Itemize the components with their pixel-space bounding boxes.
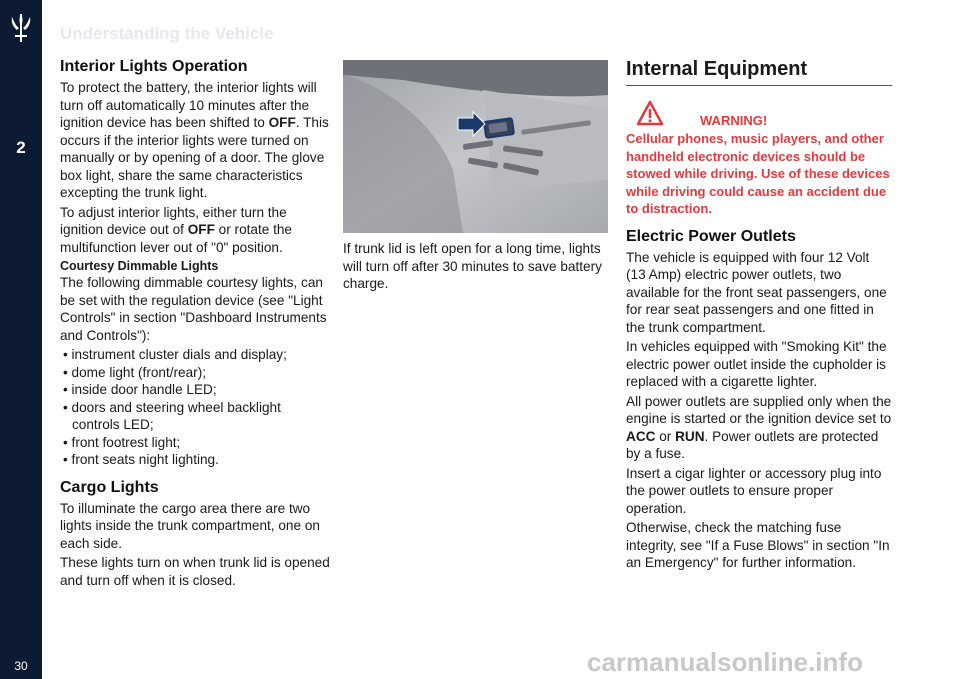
power-outlets-paragraph-4: Insert a cigar lighter or accessory plug into the power outlets to ensure proper operation.: [626, 465, 882, 516]
interior-lights-paragraph-2: [60, 204, 330, 257]
section-title: Understanding the Vehicle: [60, 24, 274, 43]
warning-triangle-icon: [636, 100, 664, 126]
list-item: • dome light (front/rear);: [63, 364, 207, 380]
list-item: • inside door handle LED;: [63, 382, 217, 397]
text-run: or rotate the multifunction lever out of "0" position.: [60, 222, 292, 255]
trunk-light-photo: [343, 60, 608, 233]
text-run: To adjust interior lights, either turn the ignition device out of: [60, 204, 287, 237]
power-outlets-paragraph-5: Otherwise, check the matching fuse integrity, see "If a Fuse Blows" in section "In an Emergency" for further information.: [626, 520, 890, 570]
list-item: • instrument cluster dials and display;: [63, 347, 287, 362]
text-run: All power outlets are supplied only when the engine is started or the ignition device set to: [626, 393, 892, 426]
photo-caption: If trunk lid is left open for a long time, lights will turn off after 30 minutes to save battery charge.: [343, 241, 602, 291]
page-number: 30: [14, 659, 28, 673]
power-outlets-paragraph-1: The vehicle is equipped with four 12 Volt (13 Amp) electric power outlets, two available for the front seat passengers, one for rear seat passengers and one fitted in the trunk compartment.: [626, 249, 887, 335]
power-outlets-paragraph-2: In vehicles equipped with "Smoking Kit" the electric power outlet inside the cupholder is replaced with a cigarette lighter.: [626, 339, 887, 389]
courtesy-lights-list: [60, 346, 330, 469]
cargo-lights-paragraph-2: These lights turn on when trunk lid is opened and turn off when it is closed.: [60, 555, 330, 588]
text-run: To protect the battery, the interior lights will turn off automatically 10 minutes after the ignition device has been shifted to: [60, 80, 317, 130]
off-keyword: OFF: [187, 222, 215, 237]
off-keyword: OFF: [268, 115, 296, 130]
trident-logo-icon: [7, 12, 35, 44]
text-run: or: [655, 428, 676, 444]
power-outlets-heading: Electric Power Outlets: [626, 227, 796, 245]
power-outlets-paragraph-3: [626, 393, 892, 463]
chapter-number: 2: [16, 138, 26, 157]
watermark: carmanualsonline.info: [587, 647, 863, 677]
warning-header: [626, 100, 892, 130]
list-item: • front footrest light;: [63, 434, 181, 450]
internal-equipment-heading: Internal Equipment: [626, 56, 892, 86]
sidebar: [0, 0, 42, 679]
acc-keyword: ACC: [626, 428, 656, 444]
warning-text: Cellular phones, music players, and other handheld electronic devices should be stowed while driving. Use of these devices while driving could cause an accident due to distraction.: [626, 131, 890, 216]
column-photo-caption: [343, 240, 608, 295]
courtesy-lights-subheading: Courtesy Dimmable Lights: [60, 259, 219, 273]
list-item: • doors and steering wheel backlight controls LED;: [63, 399, 281, 432]
warning-label: WARNING!: [700, 113, 768, 128]
warning-block: [626, 100, 892, 218]
courtesy-lights-paragraph: The following dimmable courtesy lights, can be set with the regulation device (see "Light Controls" in section "Dashboard Instruments and Controls"):: [60, 275, 327, 343]
interior-lights-heading: Interior Lights Operation: [60, 58, 248, 75]
interior-lights-paragraph-1: [60, 79, 330, 202]
cargo-lights-heading: Cargo Lights: [60, 478, 159, 496]
cargo-lights-paragraph-1: To illuminate the cargo area there are two lights inside the trunk compartment, one on each side.: [60, 500, 320, 551]
list-item: • front seats night lighting.: [63, 452, 219, 467]
column-internal-equipment: [626, 56, 892, 574]
run-keyword: RUN: [675, 428, 705, 444]
text-run: . This occurs if the interior lights were turned on manually or by opening of a door. The glove box light, share the same characteristics excepting the trunk light.: [60, 115, 329, 200]
column-interior-lights: [60, 56, 330, 591]
text-run: . Power outlets are protected by a fuse.: [626, 428, 879, 461]
